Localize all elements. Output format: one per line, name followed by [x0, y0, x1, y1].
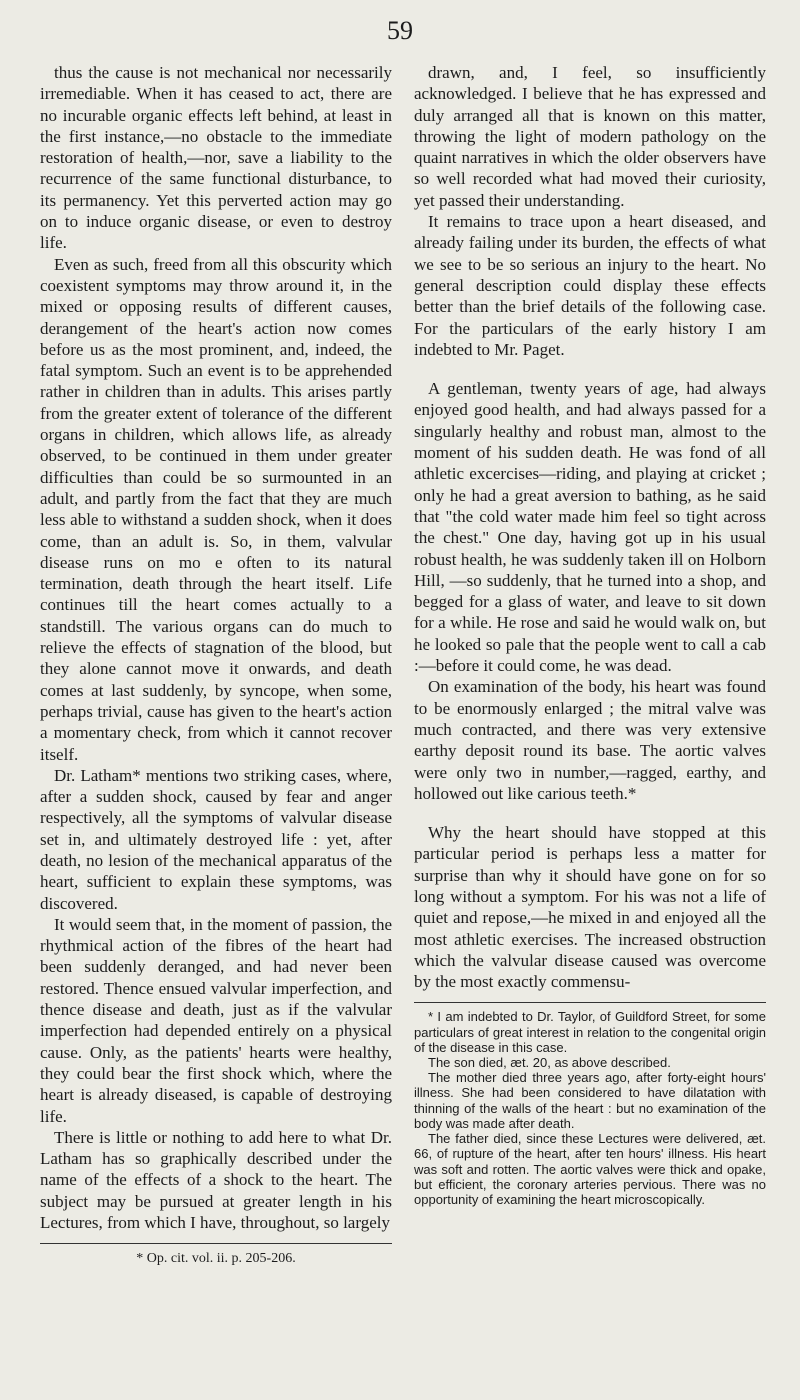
right-paragraph-2: It remains to trace upon a heart diseased, and already failing under its burden, the effects of what we see to be so serious an injury to the heart. No general description could display these effects better than the brief details of the following case. For the particulars of the early history I am indebted to Mr. Paget.: [414, 212, 766, 359]
left-column: [40, 62, 392, 1267]
footnote-2: The son died, æt. 20, as above described.: [428, 1055, 671, 1071]
right-paragraph-5: Why the heart should have stopped at this particular period is perhaps less a matter for surprise than why it should have gone on for so long without a symptom. For his was not a life of quiet and repose,—he mixed in and enjoyed all the most athletic exercises. The increased obstruction which the valvular disease caused was overcome by the most exactly commensu-: [414, 823, 766, 992]
left-paragraph-2: Even as such, freed from all this obscurity which coexistent symptoms may throw around it, in the mixed or opposing results of different causes, derangement of the heart's action now comes before us as the most prominent, and, indeed, the fatal symptom. Such an event is to be apprehended rather in children than in adults. This arises partly from the greater extent of tolerance of the different organs in children, which allows life, as already observed, to be continued in them under greater difficulties than could be so surmounted in an adult, and partly from the fact that they are much less able to withstand a sudden shock, when it does come, than an adult is. So, in them, valvular disease runs on mo e often to its natural termination, death through the heart itself. Life continues till the heart comes actually to a standstill. The various organs can do much to relieve the effects of stagnation of the blood, but they alone cannot move it onwards, and death comes at last suddenly, by syncope, when some, perhaps trivial, cause has given to the heart's action a momentary check, from which it cannot recover itself.: [40, 254, 392, 764]
right-paragraph-1: drawn, and, I feel, so insufficiently acknowledged. I believe that he has expressed and duly arranged all that is known on this matter, throwing the light of modern pathology on the quaint narratives in which the older observers have so well recorded what had moved their curiosity, yet passed their understanding.: [414, 63, 766, 210]
footnote-divider: [414, 1002, 766, 1003]
right-column: [414, 62, 766, 1267]
left-paragraph-4: It would seem that, in the moment of passion, the rhythmical action of the fibres of the heart had been suddenly deranged, and had never been restored. Thence ensued valvular imperfection, and thence disease and death, just as if the valvular imperfection had depended entirely on a physical cause. Only, as the patients' hearts were healthy, they could bear the first shock which, where the heart is already diseased, is capable of destroying life.: [40, 914, 392, 1126]
left-paragraph-3: Dr. Latham* mentions two striking cases, where, after a sudden shock, caused by fear and anger respectively, all the symptoms of valvular disease set in, and ultimately destroyed life : yet, after death, no lesion of the mechanical apparatus of the heart, sufficient to explain these symptoms, was discovered.: [40, 765, 392, 913]
right-paragraph-4: On examination of the body, his heart was found to be enormously enlarged ; the mitral valve was much contracted, and there was very extensive earthy deposit round its base. The aortic valves were only two in number,—ragged, earthy, and hollowed out like carious teeth.*: [414, 677, 766, 803]
left-paragraph-5: There is little or nothing to add here to what Dr. Latham has so graphically described under the name of the effects of a shock to the heart. The subject may be pursued at greater length in his Lectures, from which I have, throughout, so largely: [40, 1127, 392, 1233]
footnote-divider: [40, 1243, 392, 1244]
footnote-4: The father died, since these Lectures were delivered, æt. 66, of rupture of the heart, after ten hours' illness. His heart was soft and rotten. The aortic valves were thick and opake, but efficient, the coronary arteries pervious. There was no opportunity of examining the heart microscopically.: [414, 1131, 766, 1207]
footnote-1: * I am indebted to Dr. Taylor, of Guildford Street, for some particulars of great interest in relation to the congenital origin of the disease in this case.: [414, 1009, 766, 1055]
right-paragraph-3: A gentleman, twenty years of age, had always enjoyed good health, and had always passed for a singularly healthy and robust man, almost to the moment of his sudden death. He was fond of all athletic excercises—riding, and playing at cricket ; only he had a great aversion to bathing, as he said that "the cold water made him feel so tight across the chest." One day, having got up in his usual robust health, he was suddenly taken ill on Holborn Hill, —so suddenly, that he turned into a shop, and begged for a glass of water, and leave to sit down for a while. He rose and said he would walk on, but he looked so pale that the people went to call a cab :—before it could come, he was dead.: [414, 379, 766, 676]
text-columns: [40, 62, 766, 1267]
footnote-3: The mother died three years ago, after forty-eight hours' illness. She had been considered to have dilatation with thinning of the walls of the heart : but no examination of the body was made after death.: [414, 1070, 766, 1131]
left-footnote: * Op. cit. vol. ii. p. 205-206.: [136, 1251, 296, 1267]
page-number: 59: [387, 16, 413, 45]
left-paragraph-1: thus the cause is not mechanical nor necessarily irremediable. When it has ceased to act, there are no incurable organic effects left behind, at least in the first instance,—no obstacle to the immediate restoration of health,—nor, save a liability to the recurrence of the same functional disturbance, to its permanency. Yet this perverted action may go on to induce organic disease, or even to destroy life.: [40, 63, 392, 253]
right-footnotes: [414, 1009, 766, 1207]
